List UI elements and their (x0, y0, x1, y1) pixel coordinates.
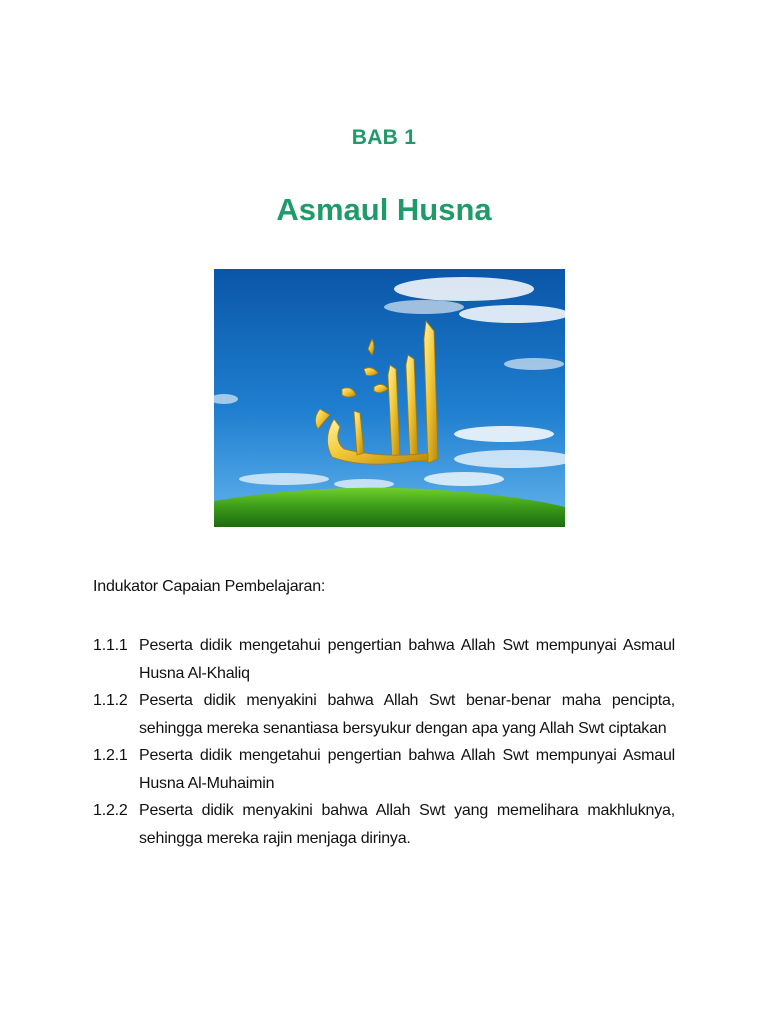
indicator-list (93, 632, 675, 852)
calligraphy-picture (214, 269, 565, 527)
item-text: Peserta didik mengetahui pengertian bahwa Allah Swt mempunyai Asmaul Husna Al-Muhaimin (139, 747, 675, 792)
allah-calligraphy-image (214, 269, 565, 527)
chapter-label: BAB 1 (351, 126, 417, 149)
item-number: 1.1.1 (93, 637, 128, 654)
item-number: 1.2.2 (93, 802, 128, 819)
item-text: Peserta didik menyakini bahwa Allah Swt benar-benar maha pencipta, sehingga mereka senantiasa bersyukur dengan apa yang Allah Swt ciptakan (139, 692, 675, 737)
page-title: Asmaul Husna (276, 192, 492, 227)
item-text: Peserta didik menyakini bahwa Allah Swt yang memelihara makhluknya, sehingga mereka rajin menjaga dirinya. (139, 802, 675, 847)
learning-indicators-heading: Indukator Capaian Pembelajaran: (93, 578, 326, 595)
item-number: 1.1.2 (93, 692, 128, 709)
item-text: Peserta didik mengetahui pengertian bahwa Allah Swt mempunyai Asmaul Husna Al-Khaliq (139, 637, 675, 682)
list-item (93, 797, 675, 852)
list-item (93, 687, 675, 742)
list-item (93, 742, 675, 797)
list-item (93, 632, 675, 687)
item-number: 1.2.1 (93, 747, 128, 764)
